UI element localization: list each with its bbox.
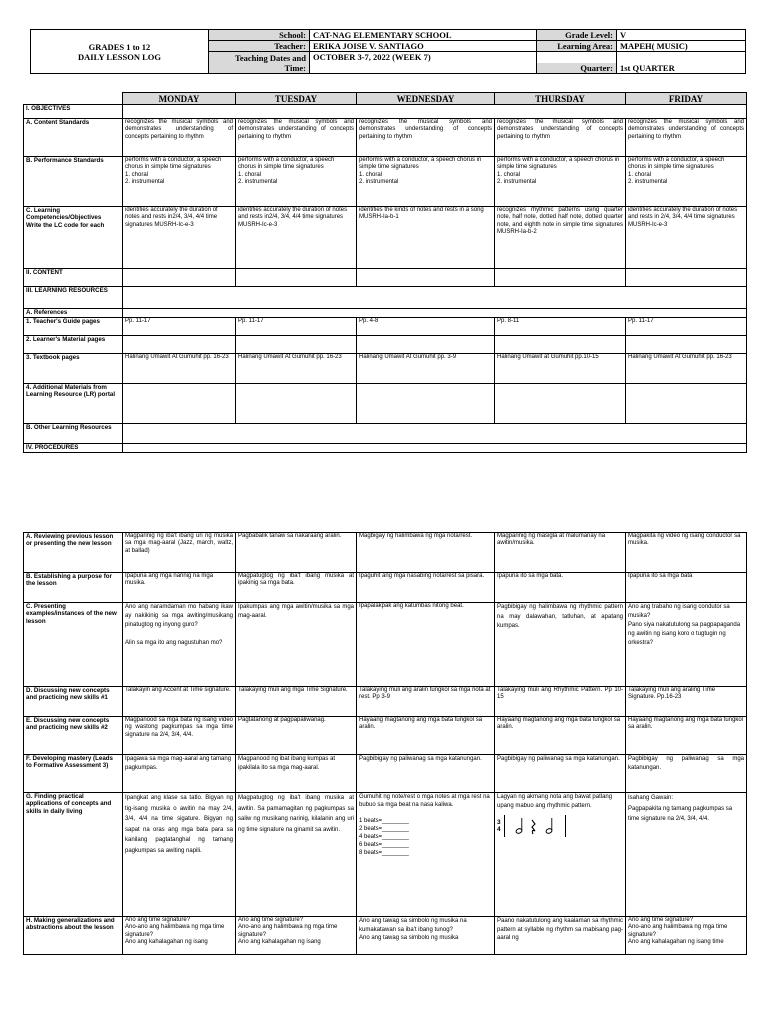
- table-cell: Halinang Umawit At Gumuhit pp. 16-23: [626, 354, 747, 384]
- table-row: [24, 336, 747, 354]
- spanning-cell: [123, 424, 747, 444]
- spanning-cell: [123, 105, 747, 119]
- table-cell: [495, 793, 626, 917]
- table-cell: Pagbibigay ng halimbawa ng rhythmic pattern na may dalawahan, tatluhan, at apatang kumpas.: [495, 603, 626, 687]
- table-cell: Pp. 11-17: [123, 318, 236, 336]
- table-cell: [495, 336, 626, 354]
- table-cell: [123, 336, 236, 354]
- table-cell: Magbigay ng halimbawa ng mga nota/rest.: [357, 533, 495, 573]
- table-cell: [123, 384, 236, 424]
- table-cell: Pagbibigay ng paliwanag sa mga katanungan.: [626, 755, 747, 793]
- table-row: [24, 318, 747, 336]
- grade-value: V: [617, 30, 746, 41]
- table-cell: Gumuhit ng note/rest o mga notes at mga rest na bubuo sa mga beat na nasa kaliwa. 1 beats=________ 2 beats=________ 4 beats=________ 6 beats=________ 8 beats=________: [357, 793, 495, 917]
- table-cell: recognizes the musical symbols and demonstrates understanding of concepts pertaining to rhythm: [626, 119, 747, 157]
- table-cell: recognizes the musical symbols and demonstrates understanding of concepts pertaining to rhythm: [495, 119, 626, 157]
- table-cell: Pagbibigay ng paliwanag sa mga katanungan.: [495, 755, 626, 793]
- table-cell: Ipangkat ang klase sa tatlo. Bigyan ng tig-isang musika o awitin na may 2/4, 3/4, 4/4 na time sigature. Bigyan ng sapat na oras ang mga bata para sa kanilang pagtatanghal ng tamang pagkumpas sa awiting napili.: [123, 793, 236, 917]
- table-cell: recognizes the musical symbols and demonstrates understanding of concepts pertaining to rhythm: [357, 119, 495, 157]
- row-label: I. OBJECTIVES: [24, 105, 123, 119]
- table-cell: identifies accurately the duration of notes and rests in 2/4, 3/4, 4/4 time signatures MUSRH-Ic-e-3: [626, 207, 747, 269]
- table-cell: [495, 269, 626, 287]
- table-cell: Ano ang trabaho ng isang condutor sa musika? Pano siya nakatutulong sa pagpapaganda ng awitin ng isang koro o tugtugin ng orkestra?: [626, 603, 747, 687]
- table-cell: Hayaang magtanong ang mga bata tungkol sa aralin.: [495, 717, 626, 755]
- table-cell: Talakaying muli ang Rhythmic Pattern. Pp 10-15: [495, 687, 626, 717]
- time-sig-top: 3: [497, 819, 501, 826]
- table-cell: Ipapuna ito sa mga bata.: [495, 573, 626, 603]
- row-label: II. CONTENT: [24, 269, 123, 287]
- table-cell: recognizes the musical symbols and demonstrates understanding of concepts pertaining to rhythm: [236, 119, 357, 157]
- teacher-label: Teacher:: [209, 41, 310, 52]
- table-cell: [626, 384, 747, 424]
- blank-cell: [537, 52, 617, 63]
- spanning-cell: [123, 309, 747, 318]
- rhythm-instruction: Lagyan ng akmang nota ang bawat patlang upang mabuo ang rhythmic pattern.: [497, 794, 613, 809]
- table-row: [24, 717, 747, 755]
- time-signature: [497, 819, 501, 833]
- table-row: [24, 269, 747, 287]
- blank-cell: [617, 52, 746, 63]
- row-label: B. Establishing a purpose for the lesson: [24, 573, 123, 603]
- table-row: [24, 533, 747, 573]
- table-cell: Ano ang time signature? Ano-ano ang halimbawa ng mga time signature? Ano ang kahalagahan ng isang time: [626, 917, 747, 955]
- row-label: B. Other Learning Resources: [24, 424, 123, 444]
- teacher-value: ERIKA JOISE V. SANTIAGO: [310, 41, 537, 52]
- table-cell: Ano ang tawag sa simbolo ng musika na kumakatawan sa iba't ibang tunog? Ano ang tawag sa simbolo ng musika: [357, 917, 495, 955]
- table-cell: Ipapuna ang mga narinig na mga musika.: [123, 573, 236, 603]
- table-cell: Hayaang magtanong ang mga bata tungkol sa aralin.: [626, 717, 747, 755]
- row-label: G. Finding practical applications of concepts and skills in daily living: [24, 793, 123, 917]
- table-row: [24, 207, 747, 269]
- table-cell: Halinang Umawit At Gumuhit pp. 3-9: [357, 354, 495, 384]
- table-cell: Magpatugtog ng iba't ibang musika at awitin. Sa pamamagitan ng pagkumpas sa saliw ng musikang narinig, kilalanin ang uri ng time signature na ginamit sa awitin.: [236, 793, 357, 917]
- grade-label: Grade Level:: [537, 30, 617, 41]
- table-cell: Isahang Gawain: Pagpapakita ng tamang pagkumpas sa time signature na 2/4, 3/4, 4/4.: [626, 793, 747, 917]
- table-row: [24, 687, 747, 717]
- table-cell: Magparinig ng iba't ibang uri ng musika sa mga mag-aaral (Jazz, march, waltz, at ballad): [123, 533, 236, 573]
- spanning-cell: [123, 444, 747, 453]
- table-cell: Magpanood ng ibat ibang kumpas at ipakilala ito sa mga mag-aaral.: [236, 755, 357, 793]
- day-thursday: THURSDAY: [495, 93, 626, 105]
- school-value: CAT-NAG ELEMENTARY SCHOOL: [310, 30, 537, 41]
- table-cell: Pagtatanong at pagpapaliwanag.: [236, 717, 357, 755]
- header-table: [30, 29, 746, 74]
- table-cell: Hayaang magtanong ang mga bata tungkol sa aralin.: [357, 717, 495, 755]
- table-cell: identifies accurately the duration of notes and rests in2/4, 3/4, 4/4 time signatures MUSRH-Ic-e-3: [123, 207, 236, 269]
- table-row: [24, 384, 747, 424]
- log-title: [31, 30, 209, 74]
- area-label: Learning Area:: [537, 41, 617, 52]
- table-cell: Ano ang time signature? Ano-ano ang halimbawa ng mga time signature? Ano ang kahalagahan ng isang: [123, 917, 236, 955]
- rhythm-pattern: [497, 815, 623, 837]
- corner-cell: [24, 93, 123, 105]
- row-label: C. Presenting examples/instances of the new lesson: [24, 603, 123, 687]
- table-cell: [357, 336, 495, 354]
- table-cell: Ano ang naramdaman mo habang ikaw ay nakikinig sa mga awiting/musikang pinatugtog ng inyong guro? Alin sa mga ito ang nagustuhan mo?: [123, 603, 236, 687]
- table-cell: [236, 269, 357, 287]
- rhythm-notes: [505, 815, 565, 837]
- rhythm-staff: [504, 815, 566, 837]
- table-cell: Pp. 11-17: [626, 318, 747, 336]
- row-label: 1. Teacher's Guide pages: [24, 318, 123, 336]
- row-label: 4. Additional Materials from Learning Resource (LR) portal: [24, 384, 123, 424]
- table-row: [24, 917, 747, 955]
- table-cell: [236, 336, 357, 354]
- row-label: C. Learning Competencies/Objectives Write the LC code for each: [24, 207, 123, 269]
- row-label: IV. PROCEDURES: [24, 444, 123, 453]
- table-cell: Talakaying muli ang araling Time Signature. Pp.16-23: [626, 687, 747, 717]
- table-row: [24, 119, 747, 157]
- row-label: H. Making generalizations and abstractions about the lesson: [24, 917, 123, 955]
- table-cell: Paano nakatutulong ang kaalaman sa rhythmic pattern at syllable ng rhythm sa mabisang pag-aaral ng: [495, 917, 626, 955]
- quarter-label: Quarter:: [537, 63, 617, 74]
- row-label: D. Discussing new concepts and practicing new skills #1: [24, 687, 123, 717]
- table-cell: [357, 269, 495, 287]
- table-cell: Pagbibigay ng paliwanag sa mga katanungan.: [357, 755, 495, 793]
- row-label: 3. Textbook pages: [24, 354, 123, 384]
- table-cell: performs with a conductor, a speech chorus in simple time signatures 1. choral 2. instrumental: [626, 157, 747, 207]
- day-monday: MONDAY: [123, 93, 236, 105]
- table-row: [24, 354, 747, 384]
- table-cell: performs with a conductor, a speech chorus in simple time signatures 1. choral 2. instrumental: [236, 157, 357, 207]
- dates-label: Teaching Dates and Time:: [209, 52, 310, 74]
- table-cell: performs with a conductor, a speech chorus in simple time signatures 1. choral 2. instrumental: [357, 157, 495, 207]
- objectives-table: [23, 92, 747, 453]
- table-cell: Ipapalakpak ang katumbas nitong beat.: [357, 603, 495, 687]
- day-tuesday: TUESDAY: [236, 93, 357, 105]
- school-label: School:: [209, 30, 310, 41]
- table-cell: Pp. 11-17: [236, 318, 357, 336]
- table-cell: [626, 269, 747, 287]
- table-cell: recognizes the musical symbols and demonstrates understanding of concepts pertaining to rhythm: [123, 119, 236, 157]
- table-cell: recognizes rhythmic patterns using quarter note, half note, dotted half note, dotted quarter note, and eighth note in simple time signatures MUSRH-Ia-b-2: [495, 207, 626, 269]
- table-cell: [357, 384, 495, 424]
- table-cell: [495, 384, 626, 424]
- row-label: III. LEARNING RESOURCES: [24, 287, 123, 309]
- procedures-table: [23, 532, 747, 955]
- row-label: A. References: [24, 309, 123, 318]
- table-row: [24, 755, 747, 793]
- table-cell: Halinang Umawit At Gumuhit pp. 16-23: [123, 354, 236, 384]
- row-label: B. Performance Standards: [24, 157, 123, 207]
- table-cell: Ipaguhit ang mga nasabing nota/rest sa pisara.: [357, 573, 495, 603]
- table-cell: Magpanood sa mga bata ng isang video ng wastong pagkumpas sa mga time signature na 2/4, 3/4, 4/4.: [123, 717, 236, 755]
- table-cell: Ipagawa sa mga mag-aaral ang tamang pagkumpas.: [123, 755, 236, 793]
- table-cell: Ipakumpas ang mga awitin/musika sa mga mag-aaral.: [236, 603, 357, 687]
- row-label: E. Discussing new concepts and practicing new skills #2: [24, 717, 123, 755]
- table-cell: Magparinig ng masigla at malumanay na awitin/musika.: [495, 533, 626, 573]
- table-cell: [123, 269, 236, 287]
- table-cell: Ipapuna ito sa mga bata: [626, 573, 747, 603]
- table-cell: [626, 336, 747, 354]
- table-row: [24, 603, 747, 687]
- table-cell: [236, 384, 357, 424]
- row-label: 2. Learner's Material pages: [24, 336, 123, 354]
- table-cell: Magpakita ng video ng isang conductor sa musika.: [626, 533, 747, 573]
- time-sig-bottom: 4: [497, 826, 501, 833]
- table-row: [24, 157, 747, 207]
- table-cell: Talakaying muli ang aralin tungkol sa mga nota at rest. Pp 3-9: [357, 687, 495, 717]
- table-cell: Pp. 4-8: [357, 318, 495, 336]
- row-label: A. Content Standards: [24, 119, 123, 157]
- half-note-icon: [515, 818, 522, 834]
- table-cell: Talakaying muli ang mga Time Signature.: [236, 687, 357, 717]
- table-cell: Magpatugtog ng iba't ibang musika at ipakinig sa mga bata.: [236, 573, 357, 603]
- table-cell: Talakayin ang Accent at Time signature.: [123, 687, 236, 717]
- spanning-cell: [123, 287, 747, 309]
- area-value: MAPEH( MUSIC): [617, 41, 746, 52]
- table-cell: Pagbabalik tanaw sa nakaraang aralin.: [236, 533, 357, 573]
- table-cell: Halinang Umawit At Gumuhit pp. 16-23: [236, 354, 357, 384]
- day-wednesday: WEDNESDAY: [357, 93, 495, 105]
- table-cell: Halinang Umawit at Gumuhit pp.10-15: [495, 354, 626, 384]
- table-cell: Pp. 8-11: [495, 318, 626, 336]
- title-line2: DAILY LESSON LOG: [78, 51, 161, 62]
- table-cell: performs with a conductor, a speech chorus in simple time signatures 1. choral 2. instrumental: [123, 157, 236, 207]
- table-cell: identifies the kinds of notes and rests in a song MUSRH-Ia-b-1: [357, 207, 495, 269]
- row-label: A. Reviewing previous lesson or presenting the new lesson: [24, 533, 123, 573]
- table-row: [24, 793, 747, 917]
- dates-value: OCTOBER 3-7, 2022 (WEEK 7): [310, 52, 537, 74]
- day-friday: FRIDAY: [626, 93, 747, 105]
- table-row: [24, 573, 747, 603]
- table-cell: identifies accurately the duration of notes and rests in2/4, 3/4, 4/4 time signatures MUSRH-Ic-e-3: [236, 207, 357, 269]
- quarter-rest-icon: [532, 820, 535, 834]
- quarter-value: 1st QUARTER: [617, 63, 746, 74]
- row-label: F. Developing mastery (Leads to Formative Assessment 3): [24, 755, 123, 793]
- table-cell: performs with a conductor, a speech chorus in simple time signatures 1. choral 2. instrumental: [495, 157, 626, 207]
- table-cell: Ano ang time signature? Ano-ano ang halimbawa ng mga time signature? Ano ang kahalagahan ng isang: [236, 917, 357, 955]
- title-line1: GRADES 1 to 12: [88, 41, 151, 52]
- half-note-icon: [545, 818, 552, 834]
